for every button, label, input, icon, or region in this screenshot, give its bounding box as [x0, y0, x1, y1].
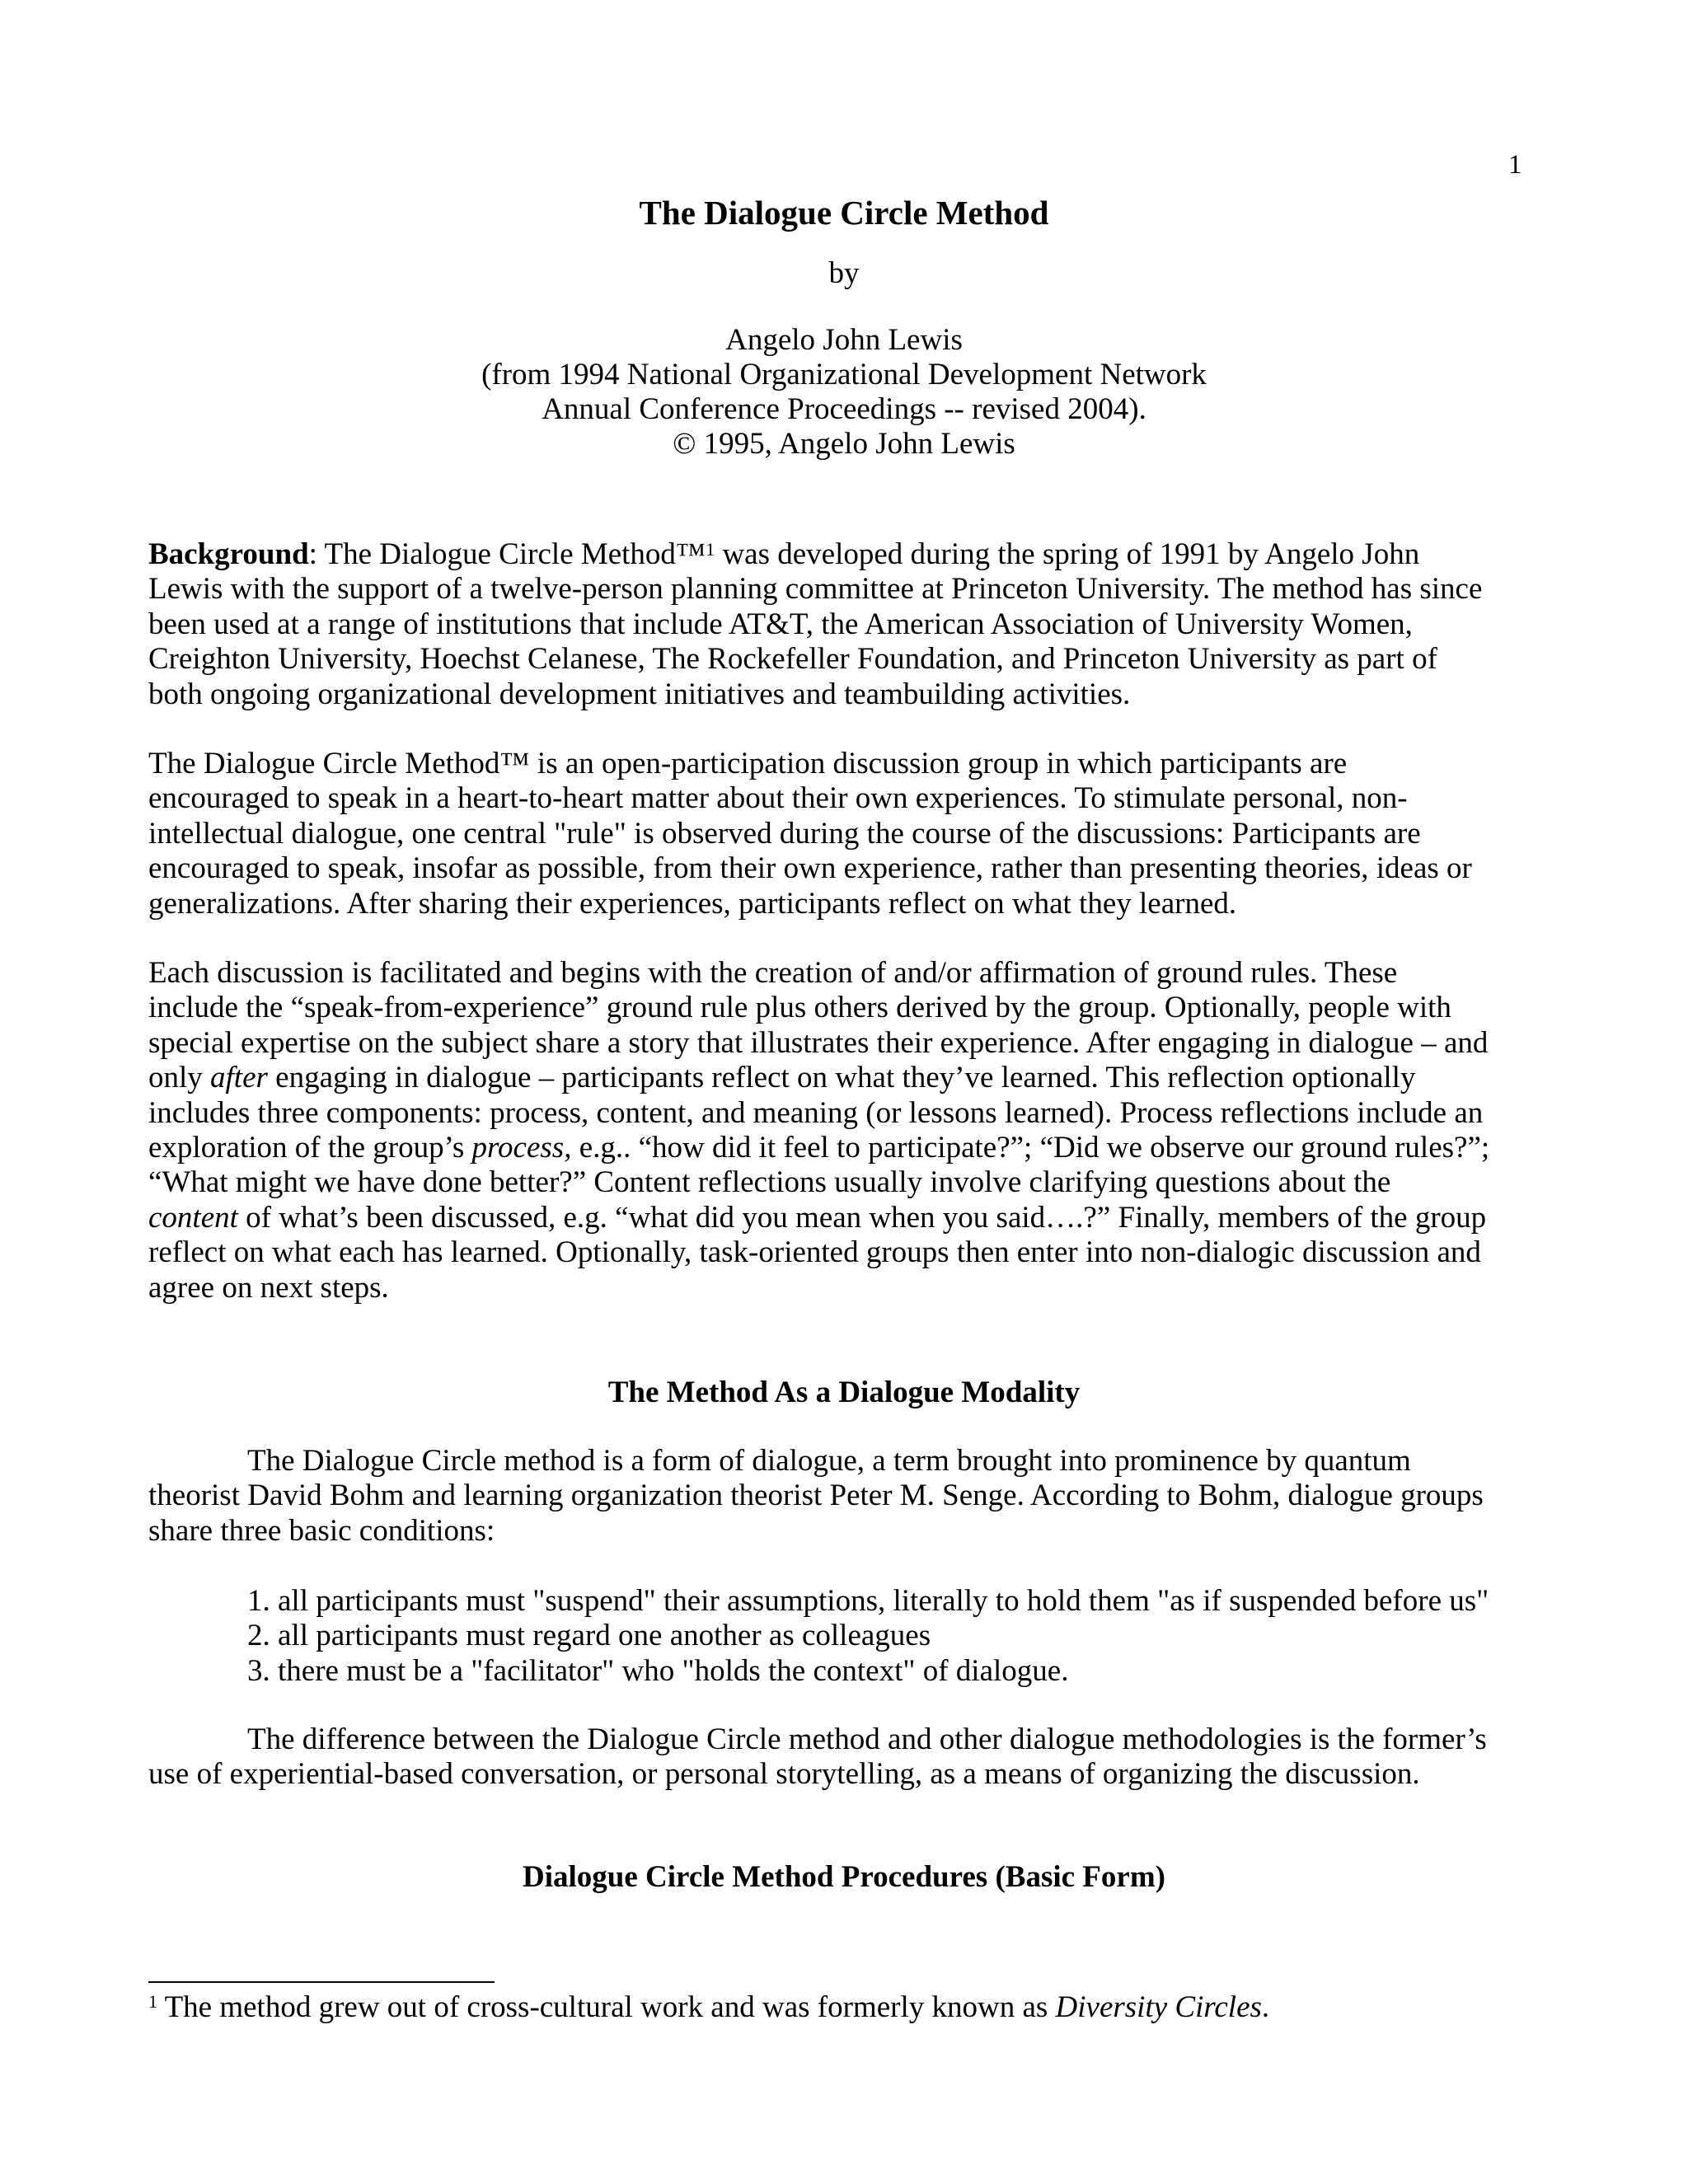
list-item: 1. all participants must "suspend" their assumptions, literally to hold them "as if suspended before us" — [247, 1584, 1489, 1618]
procedure-line-3: special expertise on the subject share a story that illustrates their experience. After engaging in dialogue – and — [148, 1025, 1489, 1060]
background-line-4: Creighton University, Hoechst Celanese, The Rockefeller Foundation, and Princeton University as part of — [148, 642, 1437, 677]
source-line-1: (from 1994 National Organizational Development Network — [481, 358, 1207, 391]
difference-line-1: The difference between the Dialogue Circle method and other dialogue methodologies is the former’s — [247, 1722, 1487, 1756]
footnote-number: 1 — [148, 1991, 157, 2012]
procedure-line-6: exploration of the group’s process, e.g.. “how did it feel to participate?”; “Did we observe our ground rules?”; — [148, 1131, 1490, 1165]
author-name: Angelo John Lewis — [725, 323, 963, 357]
list-item: 2. all participants must regard one another as colleagues — [247, 1619, 931, 1653]
source-line-2: Annual Conference Proceedings -- revised 2004). — [542, 392, 1146, 426]
description-paragraph — [148, 747, 1533, 921]
background-line-3: been used at a range of institutions that include AT&T, the American Association of University Women, — [148, 607, 1413, 641]
procedure-line-2: include the “speak-from-experience” ground rule plus others derived by the group. Optionally, people with — [148, 991, 1451, 1025]
footnote-marker: 1 — [706, 539, 715, 560]
section-heading-procedures: Dialogue Circle Method Procedures (Basic Form) — [523, 1860, 1165, 1894]
description-line-1: The Dialogue Circle Method™ is an open-participation discussion group in which participants are — [148, 747, 1348, 780]
procedure-line-8: content of what’s been discussed, e.g. “what did you mean when you said….?” Finally, members of the group — [148, 1200, 1487, 1235]
background-line-2: Lewis with the support of a twelve-person planning committee at Princeton University. The method has since — [148, 572, 1483, 607]
procedure-line-9: reflect on what each has learned. Optionally, task-oriented groups then enter into non-dialogic discussion and — [148, 1235, 1481, 1270]
footnote-divider — [148, 1981, 495, 1983]
background-label: Background — [148, 537, 309, 571]
procedure-line-10: agree on next steps. — [148, 1270, 389, 1305]
document-header — [0, 188, 1688, 462]
footnote: $^1$ The method grew out of cross-cultural work and was formerly known as Diversity Circles. — [148, 1990, 1270, 2024]
background-line-5: both ongoing organizational development initiatives and teambuilding activities. — [148, 677, 1131, 711]
modality-line-1: The Dialogue Circle method is a form of dialogue, a term brought into prominence by quantum — [247, 1444, 1411, 1478]
procedure-line-7: “What might we have done better?” Content reflections usually involve clarifying questions about the — [148, 1165, 1391, 1200]
description-line-3: intellectual dialogue, one central "rule" is observed during the course of the discussions: Participants are — [148, 816, 1421, 851]
background-paragraph — [148, 537, 1533, 712]
page-number: 1 — [1508, 150, 1522, 180]
procedure-line-4: only after engaging in dialogue – participants reflect on what they’ve learned. This reflection optionally — [148, 1061, 1416, 1095]
modality-paragraph — [148, 1444, 1533, 1549]
conditions-list — [148, 1584, 1533, 1689]
section-heading-dialogue-modality: The Method As a Dialogue Modality — [607, 1376, 1081, 1409]
procedure-line-5: includes three components: process, content, and meaning (or lessons learned). Process reflections include an — [148, 1095, 1484, 1130]
procedure-paragraph — [148, 956, 1533, 1305]
list-item: 3. there must be a "facilitator" who "holds the context" of dialogue. — [247, 1653, 1069, 1688]
procedure-line-1: Each discussion is facilitated and begins with the creation of and/or affirmation of ground rules. These — [148, 956, 1398, 990]
difference-paragraph — [148, 1722, 1533, 1793]
difference-line-2: use of experiential-based conversation, or personal storytelling, as a means of organizing the discussion. — [148, 1757, 1420, 1792]
modality-line-2: theorist David Bohm and learning organization theorist Peter M. Senge. According to Bohm, dialogue groups — [148, 1479, 1484, 1513]
description-line-2: encouraged to speak in a heart-to-heart matter about their own experiences. To stimulate personal, non- — [148, 781, 1408, 816]
description-line-4: encouraged to speak, insofar as possible, from their own experience, rather than presenting theories, ideas or — [148, 851, 1472, 886]
document-title: The Dialogue Circle Method — [639, 194, 1049, 232]
description-line-5: generalizations. After sharing their experiences, participants reflect on what they learned. — [148, 886, 1237, 921]
by-line: by — [828, 256, 860, 290]
background-line-1: Background: The Dialogue Circle Method™$^1$ was developed during the spring of 1991 by Angelo John — [148, 537, 1420, 571]
modality-line-3: share three basic conditions: — [148, 1513, 495, 1548]
copyright-line: © 1995, Angelo John Lewis — [673, 427, 1015, 461]
author-block — [0, 323, 1688, 462]
